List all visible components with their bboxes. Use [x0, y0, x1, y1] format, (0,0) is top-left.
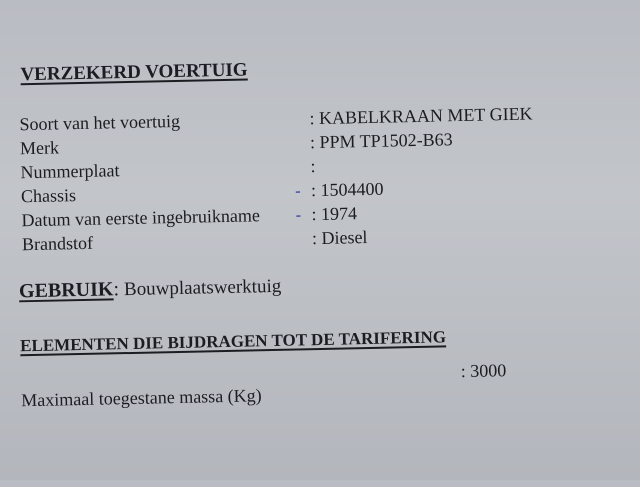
field-value: : 1504400 [310, 178, 384, 201]
field-value: : Diesel [311, 227, 368, 249]
usage-separator: : [113, 278, 120, 301]
field-value-max-mass: : 3000 [460, 360, 507, 382]
field-label: Datum van eerste ingebruikname [21, 205, 261, 231]
field-label-max-mass: Maximaal toegestane massa (Kg) [21, 385, 262, 411]
usage-line [19, 275, 282, 303]
field-label: Chassis [20, 185, 77, 207]
usage-heading: GEBRUIK [18, 278, 114, 303]
field-label: Soort van het voertuig [19, 110, 181, 135]
field-label: Merk [19, 137, 60, 159]
field-value: : KABELKRAAN MET GIEK [309, 103, 533, 129]
heading-tariff-elements: ELEMENTEN DIE BIJDRAGEN TOT DE TARIFERING [19, 327, 447, 356]
field-value: : 1974 [311, 203, 358, 225]
pen-mark: - [295, 205, 302, 225]
field-value: : [310, 156, 316, 177]
field-label: Brandstof [21, 232, 94, 255]
field-value: : PPM TP1502-B63 [309, 129, 453, 153]
heading-insured-vehicle: VERZEKERD VOERTUIG [20, 59, 248, 86]
field-label: Nummerplaat [20, 160, 120, 183]
usage-value: Bouwplaatswerktuig [123, 275, 282, 301]
pen-mark: - [294, 181, 301, 201]
